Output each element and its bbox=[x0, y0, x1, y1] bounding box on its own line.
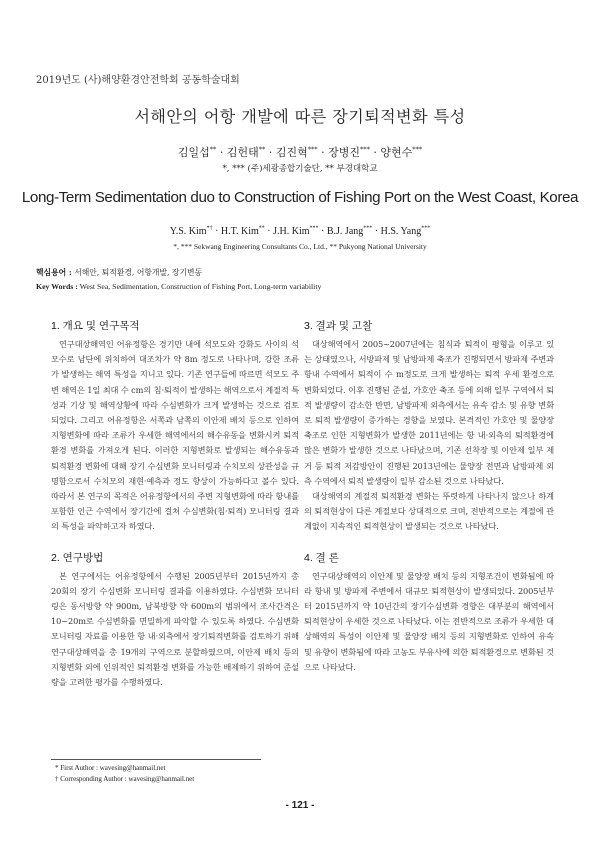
keywords-korean bbox=[36, 267, 202, 278]
author-en-separator: · bbox=[212, 226, 221, 237]
author-ko-name: 김헌태 bbox=[226, 146, 259, 159]
author-ko-name: 김진혁 bbox=[275, 146, 308, 159]
author-ko-name: 장병진 bbox=[328, 146, 360, 159]
left-column bbox=[51, 318, 299, 690]
section-intro-title: 1. 개요 및 연구목적 bbox=[51, 320, 140, 332]
author-en-mark: *** bbox=[421, 225, 431, 232]
footnote-divider bbox=[51, 759, 261, 760]
author-en-mark: ** bbox=[258, 225, 265, 232]
authors-english bbox=[0, 226, 600, 237]
author-ko-mark: *** bbox=[307, 145, 318, 154]
keywords-korean-label: 핵심용어 : bbox=[36, 268, 72, 277]
section-conclusion-body: 연구대상해역의 이안제 및 물양장 배치 등의 지형조건이 변화됨에 따라 항내 및 방파제 주변에서 대규모 퇴적현상이 발생되었다. 2005년부터 2015년까지 약 10년간의 장기수심변화 경향은 대부분의 해역에서 퇴적현상이 우세한 것으로 나타났다. 이는 전반적으로 조류가 우세한 대상해역의 특성이 이안제 및 물양장 배치 등의 지형변화로 인하여 유속 및 유향이 변화됨에 따라 고농도 부유사에 의한 퇴적환경으로 변화된 것으로 나타났다. bbox=[304, 570, 554, 672]
author-en-separator: · bbox=[264, 226, 274, 237]
author-en-name: J.H. Kim bbox=[273, 226, 310, 237]
author-ko-mark: ** bbox=[258, 145, 266, 154]
author-en-name: H.T. Kim bbox=[220, 226, 259, 237]
author-en-separator: · bbox=[372, 226, 381, 237]
right-column bbox=[304, 318, 554, 675]
author-en-name: Y.S. Kim bbox=[169, 226, 207, 237]
author-en-name: H.S. Yang bbox=[380, 226, 422, 237]
author-en-mark: *† bbox=[206, 225, 213, 232]
author-ko-name: 양현수 bbox=[380, 146, 413, 159]
section-results-title: 3. 결과 및 고찰 bbox=[304, 320, 373, 332]
author-ko-separator: · bbox=[216, 146, 227, 159]
section-results-body-2: 대상해역의 계절적 퇴적환경 변화는 뚜렷하게 나타나지 않으나 하계의 퇴적현상이 다른 계절보다 상대적으로 크며, 전반적으로는 계절에 관계없이 지속적인 퇴적현상이 발생되는 것으로 나타났다. bbox=[304, 491, 554, 532]
author-ko-mark: ** bbox=[209, 145, 217, 154]
section-conclusion-title: 4. 결 론 bbox=[304, 551, 339, 564]
author-ko-mark: *** bbox=[412, 145, 423, 154]
page-number: - 121 - bbox=[285, 800, 315, 811]
section-method-body: 본 연구에서는 어유정항에서 수행된 2005년부터 2015년까지 총 20회의 장기 수심변화 모니터링 결과를 이용하였다. 수심변화 모니터링은 동서방향 약 900m, 남북방향 약 600m의 범위에서 조사간격은 10~20m로 수심변화를 면밀하게 파악할 수 있도록 하였다. 수심변화 모니터링 자료를 이용한 항 내·외측에서 장기퇴적변화를 검토하기 위해 연구대상해역을 총 19개의 구역으로 분할하였으며, 이안제 배치 등의 지형변화 외에 인위적인 퇴적환경 변화를 가능한 배제하기 위하여 준설량을 고려한 평가를 수행하였다. bbox=[51, 570, 299, 688]
author-en-separator: · bbox=[318, 226, 327, 237]
conference-header: 2019년도 (사)해양환경안전학회 공동학술대회 bbox=[36, 75, 240, 86]
author-ko-separator: · bbox=[317, 146, 329, 159]
affiliation-english: *, *** Sekwang Engineering Consultants Co., Ltd., ** Pukyong National University bbox=[173, 242, 427, 251]
section-intro-body: 연구대상해역인 어유정항은 경기만 내에 석모도와 강화도 사이의 석모수로 남단에 위치하여 대조차가 약 8m 정도로 나타나며, 강한 조류가 발생하는 해역 특성을 지니고 있다. 기존 연구들에 따르면 석모도 주변 해역은 1일 최대 수 cm의 침·퇴적이 발생하는 해역으로서 계절적 특성과 기상 및 해역상황에 따라 수심변화가 크게 발생하는 것으로 검토되었다. 그리고 어유정항은 서쪽과 남쪽의 이안제 배치 등으로 인하여 지형변화에 따라 조류가 우세한 해역에서의 해수유동을 변화시켜 퇴적환경 변화를 가져오게 된다. 이러한 지형변화로 발생되는 해수유동과 퇴적환경 변화에 대해 장기 수심변화 모니터링과 수치모의 상관성을 규명함으로서 수치모의 재현·예측과 정도 향상이 가능하다고 볼수 있다. 따라서 본 연구의 목적은 어유정항에서의 주변 지형변화에 따라 항내를 포함한 인근 수역에서 장기간에 걸쳐 수심변화(침·퇴적) 모니터링 결과의 특성을 파악하고자 하였다. bbox=[51, 339, 299, 532]
author-en-mark: *** bbox=[309, 225, 319, 232]
title-korean: 서해안의 어항 개발에 따른 장기퇴적변화 특성 bbox=[134, 107, 466, 126]
author-en-mark: *** bbox=[363, 225, 373, 232]
author-en-name: B.J. Jang bbox=[326, 226, 364, 237]
affiliation-korean: *, *** (주)세광종합기술단, ** 부경대학교 bbox=[222, 164, 378, 174]
title-english: Long-Term Sedimentation duo to Construction of Fishing Port on the West Coast, Korea bbox=[21, 189, 579, 206]
author-ko-separator: · bbox=[265, 146, 276, 159]
author-ko-separator: · bbox=[369, 146, 381, 159]
keywords-english bbox=[36, 282, 321, 291]
author-ko-mark: *** bbox=[359, 145, 370, 154]
keywords-english-label: Key Words : bbox=[36, 282, 78, 291]
keywords-english-text: West Sea, Sedimentation, Construction of Fishing Port, Long-term variability bbox=[77, 282, 322, 291]
author-ko-name: 김일섭 bbox=[177, 146, 210, 159]
section-method-title: 2. 연구방법 bbox=[51, 551, 104, 564]
footnote-first-author: * First Author : wavesing@hanmail.net bbox=[55, 764, 166, 772]
keywords-korean-text: 서해안, 퇴적환경, 어항개발, 장기변동 bbox=[71, 268, 203, 277]
authors-korean bbox=[0, 144, 600, 160]
footnote-corresponding-author: † Corresponding Author : wavesing@hanmail.net bbox=[55, 775, 195, 783]
section-results-body-1: 대상해역에서 2005~2007년에는 침식과 퇴적이 평형을 이루고 있는 상태였으나, 서방파제 및 남방파제 축조가 진행되면서 방파제 주변과 항내 수역에서 퇴적이 수 m정도로 크게 발생하는 퇴적 우세 환경으로 변화되었다. 이후 진행된 준설, 가호안 축조 등에 의해 일부 구역에서 퇴적 발생량이 감소한 반면, 남방파제 외측에서는 유속 감소 및 유향 변화로 퇴적 발생량이 증가하는 경향을 보였다. 본격적인 가호안 및 물양장 축조로 인한 지형변화가 발생한 2011년에는 항 내·외측의 퇴적환경에 많은 변화가 발생한 것으로 나타났으며, 기존 선착장 및 이안제 일부 제거 등 퇴적 저감방안이 진행된 2013년에는 물양장 전면과 남방파제 외측 수역에서 퇴적 발생량이 일부 감소된 것으로 나타났다. bbox=[304, 339, 554, 486]
